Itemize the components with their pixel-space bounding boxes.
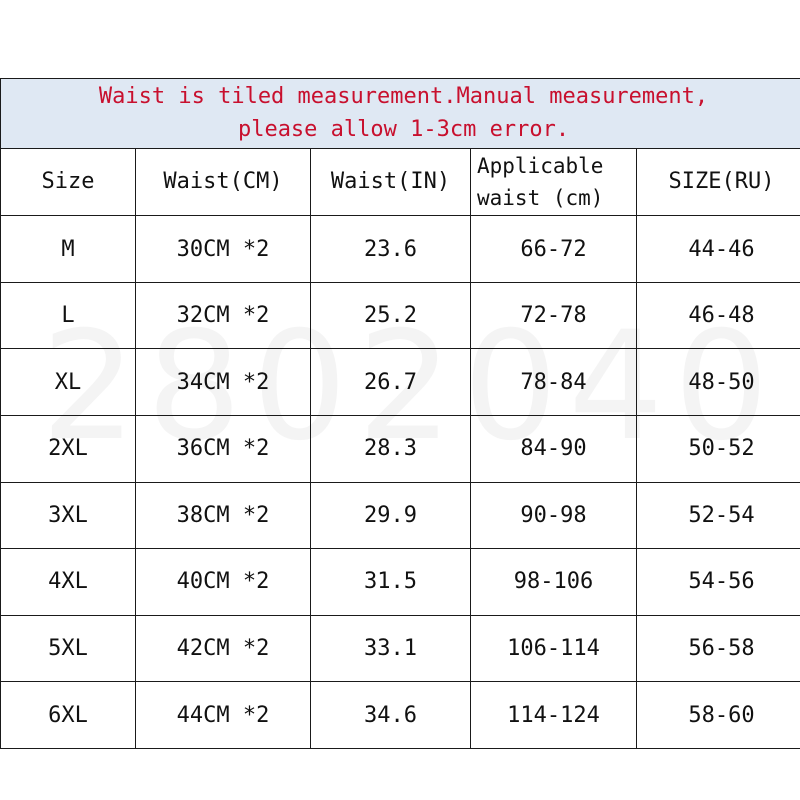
cell-size: 3XL [1,482,136,549]
cell-waist-cm: 34CM *2 [136,349,311,416]
cell-waist-cm: 40CM *2 [136,549,311,616]
notice-line-2: please allow 1-3cm error. [237,117,570,143]
cell-size-ru: 46-48 [637,282,800,349]
cell-waist-cm: 32CM *2 [136,282,311,349]
cell-waist-in: 28.3 [311,415,471,482]
header-waist-cm: Waist(CM) [136,148,311,216]
table-row [1,615,800,682]
cell-applicable: 90-98 [471,482,637,549]
header-applicable-line-1: Applicable [477,153,604,178]
cell-waist-in: 33.1 [311,615,471,682]
table-row [1,482,800,549]
cell-waist-cm: 44CM *2 [136,682,311,749]
header-waist-in: Waist(IN) [311,148,471,216]
header-size: Size [1,148,136,216]
size-chart-table [0,78,800,749]
cell-waist-cm: 36CM *2 [136,415,311,482]
cell-size-ru: 48-50 [637,349,800,416]
table-row [1,282,800,349]
cell-size: M [1,216,136,283]
cell-size-ru: 56-58 [637,615,800,682]
cell-applicable: 106-114 [471,615,637,682]
cell-waist-in: 25.2 [311,282,471,349]
cell-waist-cm: 42CM *2 [136,615,311,682]
table-row [1,415,800,482]
header-applicable-line-2: waist (cm) [477,185,604,210]
cell-size-ru: 58-60 [637,682,800,749]
cell-applicable: 114-124 [471,682,637,749]
table-row [1,682,800,749]
cell-size: 5XL [1,615,136,682]
notice-row [1,79,800,149]
cell-size-ru: 54-56 [637,549,800,616]
cell-waist-in: 29.9 [311,482,471,549]
cell-size-ru: 50-52 [637,415,800,482]
notice-cell [1,79,800,149]
header-size-ru: SIZE(RU) [637,148,800,216]
cell-waist-in: 34.6 [311,682,471,749]
cell-waist-cm: 30CM *2 [136,216,311,283]
cell-size: L [1,282,136,349]
cell-size: XL [1,349,136,416]
table-row [1,349,800,416]
cell-applicable: 98-106 [471,549,637,616]
cell-applicable: 84-90 [471,415,637,482]
size-chart-body [1,79,800,749]
table-row [1,216,800,283]
cell-size-ru: 44-46 [637,216,800,283]
cell-applicable: 72-78 [471,282,637,349]
header-row [1,148,800,216]
cell-size-ru: 52-54 [637,482,800,549]
cell-applicable: 78-84 [471,349,637,416]
cell-size: 2XL [1,415,136,482]
table-row [1,549,800,616]
cell-waist-in: 23.6 [311,216,471,283]
cell-size: 6XL [1,682,136,749]
header-applicable-waist [471,148,637,216]
cell-waist-cm: 38CM *2 [136,482,311,549]
cell-applicable: 66-72 [471,216,637,283]
cell-waist-in: 31.5 [311,549,471,616]
cell-size: 4XL [1,549,136,616]
notice-line-1: Waist is tiled measurement.Manual measurement, [98,84,709,110]
cell-waist-in: 26.7 [311,349,471,416]
